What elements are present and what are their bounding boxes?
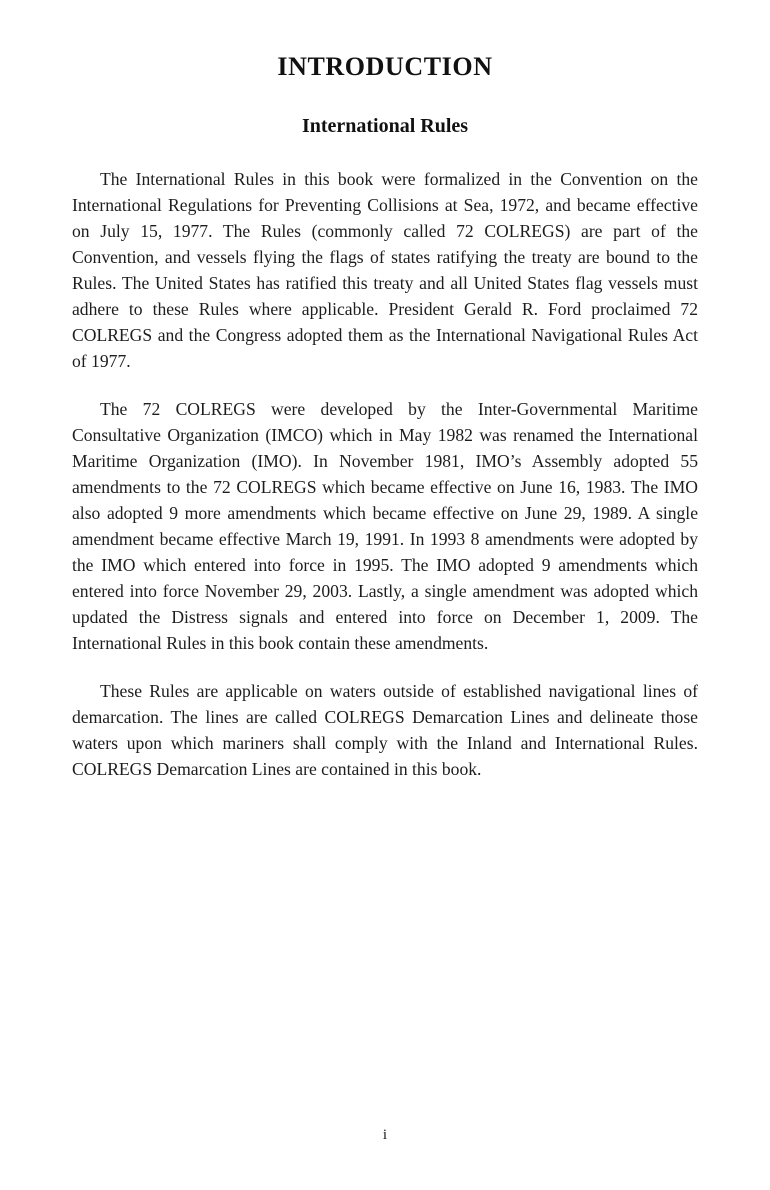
- page-number: i: [382, 1127, 388, 1143]
- paragraph: These Rules are applicable on waters outside of established navigational lines of demarcation. The lines are called COLREGS Demarcation Lines and delineate those waters upon which mariners shall comply with the Inland and International Rules. COLREGS Demarcation Lines are contained in this book.: [72, 680, 698, 779]
- page-content: [72, 0, 698, 782]
- section-heading: International Rules: [301, 114, 469, 137]
- body-text: [72, 138, 698, 782]
- paragraph: The 72 COLREGS were developed by the Inter-Governmental Maritime Consultative Organization (IMCO) which in May 1982 was renamed the International Maritime Organization (IMO). In November 1981, IMO’s Assembly adopted 55 amendments to the 72 COLREGS which became effective on June 16, 1983. The IMO also adopted 9 more amendments which became effective on June 29, 1989. A single amendment became effective March 19, 1991. In 1993 8 amendments were adopted by the IMO which entered into force in 1995. The IMO adopted 9 amendments which entered into force November 29, 2003. Lastly, a single amendment was adopted which updated the Distress signals and entered into force on December 1, 2009. The International Rules in this book contain these amendments.: [72, 398, 698, 653]
- page-title: INTRODUCTION: [277, 52, 493, 81]
- paragraph: The International Rules in this book were formalized in the Convention on the International Regulations for Preventing Collisions at Sea, 1972, and became effective on July 15, 1977. The Rules (commonly called 72 COLREGS) are part of the Convention, and vessels flying the flags of states ratifying the treaty are bound to the Rules. The United States has ratified this treaty and all United States flag vessels must adhere to these Rules where applicable. President Gerald R. Ford proclaimed 72 COLREGS and the Congress adopted them as the International Navigational Rules Act of 1977.: [72, 168, 698, 371]
